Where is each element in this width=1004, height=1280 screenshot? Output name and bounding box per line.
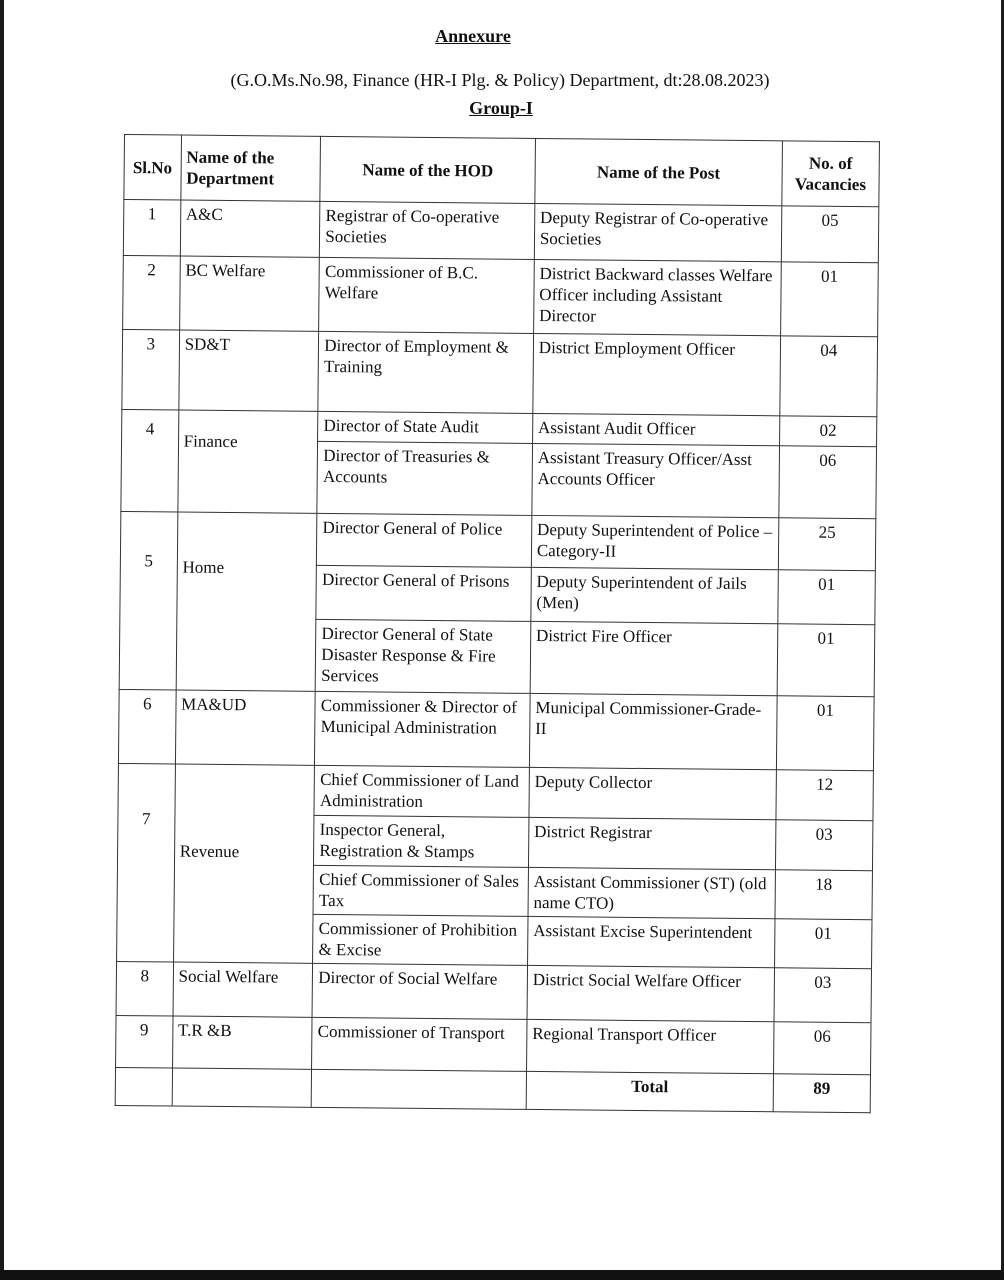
cell-vacancies: 06 <box>773 1022 871 1075</box>
cell-sl-no: 5 <box>119 511 177 690</box>
cell-post: Regional Transport Officer <box>526 1019 773 1073</box>
cell-sl-no: 6 <box>118 689 175 764</box>
cell-sl-no: 7 <box>117 763 176 962</box>
cell-hod: Director General of Police <box>317 513 532 567</box>
cell-vacancies: 25 <box>778 518 876 571</box>
cell-vacancies: 01 <box>776 696 874 771</box>
cell-vacancies: 18 <box>775 870 873 920</box>
cell-vacancies: 01 <box>780 262 878 337</box>
cell-hod: Commissioner of B.C. Welfare <box>319 257 534 333</box>
cell-empty <box>115 1067 172 1106</box>
cell-department: Home <box>176 512 317 691</box>
table-row <box>123 200 879 263</box>
cell-department: A&C <box>180 200 320 257</box>
header-sl-no: Sl.No <box>124 135 181 201</box>
cell-department: MA&UD <box>175 690 315 765</box>
cell-hod: Commissioner of Transport <box>312 1017 527 1071</box>
total-row <box>115 1067 870 1112</box>
cell-post: Municipal Commissioner-Grade-II <box>529 693 777 769</box>
total-label: Total <box>526 1071 773 1111</box>
cell-hod: Chief Commissioner of Sales Tax <box>313 865 528 916</box>
document-title: Annexure <box>435 26 511 46</box>
cell-hod: Director of Social Welfare <box>312 963 527 1019</box>
cell-vacancies: 01 <box>778 570 876 625</box>
cell-vacancies: 12 <box>776 770 874 821</box>
cell-post: Deputy Registrar of Co-operative Societies <box>534 203 781 261</box>
cell-hod: Director of State Audit <box>318 411 533 443</box>
table-header-row <box>124 135 880 207</box>
cell-hod: Director General of Prisons <box>316 565 531 621</box>
vacancy-table <box>115 134 880 1113</box>
cell-vacancies: 01 <box>774 919 872 969</box>
table-row <box>123 255 879 336</box>
cell-vacancies: 06 <box>779 446 877 519</box>
cell-department: T.R &B <box>172 1016 312 1069</box>
cell-empty <box>311 1069 526 1109</box>
cell-vacancies: 03 <box>774 968 872 1023</box>
cell-vacancies: 02 <box>779 416 876 447</box>
table-row <box>116 1015 871 1074</box>
table-row <box>122 329 878 416</box>
cell-sl-no: 2 <box>123 255 180 330</box>
total-value: 89 <box>773 1074 871 1113</box>
cell-vacancies: 05 <box>781 206 879 263</box>
table-row <box>118 763 873 820</box>
cell-post: District Social Welfare Officer <box>527 965 774 1021</box>
table-row <box>118 689 874 770</box>
table-row <box>120 511 875 570</box>
table-row <box>116 961 871 1022</box>
header-post: Name of the Post <box>535 138 783 205</box>
cell-post: Deputy Superintendent of Police –Category-II <box>531 515 778 569</box>
cell-hod: Commissioner of Prohibition & Excise <box>313 914 528 965</box>
cell-vacancies: 03 <box>775 820 873 871</box>
cell-post: Deputy Superintendent of Jails (Men) <box>531 567 778 623</box>
photo-edge-left <box>0 0 4 1280</box>
photo-edge-bottom <box>0 1270 1004 1280</box>
cell-sl-no: 4 <box>121 409 179 512</box>
cell-vacancies: 04 <box>780 336 878 417</box>
cell-post: Assistant Excise Superintendent <box>527 916 774 967</box>
cell-hod: Chief Commissioner of Land Administration <box>314 765 529 817</box>
cell-hod: Commissioner & Director of Municipal Administration <box>315 691 530 767</box>
cell-post: District Backward classes Welfare Officer including Assistant Director <box>533 259 781 335</box>
cell-post: District Fire Officer <box>530 621 778 695</box>
cell-post: Deputy Collector <box>529 767 776 819</box>
cell-post: Assistant Audit Officer <box>532 413 779 445</box>
cell-post: District Employment Officer <box>533 333 781 415</box>
cell-sl-no: 1 <box>123 200 180 257</box>
cell-post: District Registrar <box>528 817 775 869</box>
cell-post: Assistant Treasury Officer/Asst Accounts Officer <box>532 443 780 517</box>
cell-sl-no: 9 <box>116 1015 173 1068</box>
cell-vacancies: 01 <box>777 624 875 697</box>
cell-hod: Director of Employment & Training <box>318 331 533 413</box>
cell-department: Revenue <box>173 764 315 963</box>
header-vacancies: No. of Vacancies <box>782 141 880 207</box>
cell-empty <box>172 1068 312 1107</box>
cell-sl-no: 3 <box>122 329 179 410</box>
cell-department: Finance <box>178 410 319 513</box>
cell-hod: Director General of State Disaster Response & Fire Services <box>315 619 530 693</box>
cell-department: BC Welfare <box>179 256 319 331</box>
header-department: Name of the Department <box>181 135 321 201</box>
cell-hod: Inspector General, Registration & Stamps <box>314 815 529 867</box>
cell-hod: Registrar of Co-operative Societies <box>320 201 535 259</box>
cell-department: SD&T <box>179 330 319 411</box>
cell-post: Assistant Commissioner (ST) (old name CTO) <box>528 867 775 918</box>
cell-hod: Director of Treasuries & Accounts <box>317 441 532 515</box>
cell-sl-no: 8 <box>116 961 173 1016</box>
order-reference: (G.O.Ms.No.98, Finance (HR-I Plg. & Policy) Department, dt:28.08.2023) <box>230 70 770 90</box>
group-heading: Group-I <box>469 98 533 118</box>
table-row <box>122 409 877 446</box>
cell-department: Social Welfare <box>173 962 313 1017</box>
header-hod: Name of the HOD <box>320 136 535 203</box>
